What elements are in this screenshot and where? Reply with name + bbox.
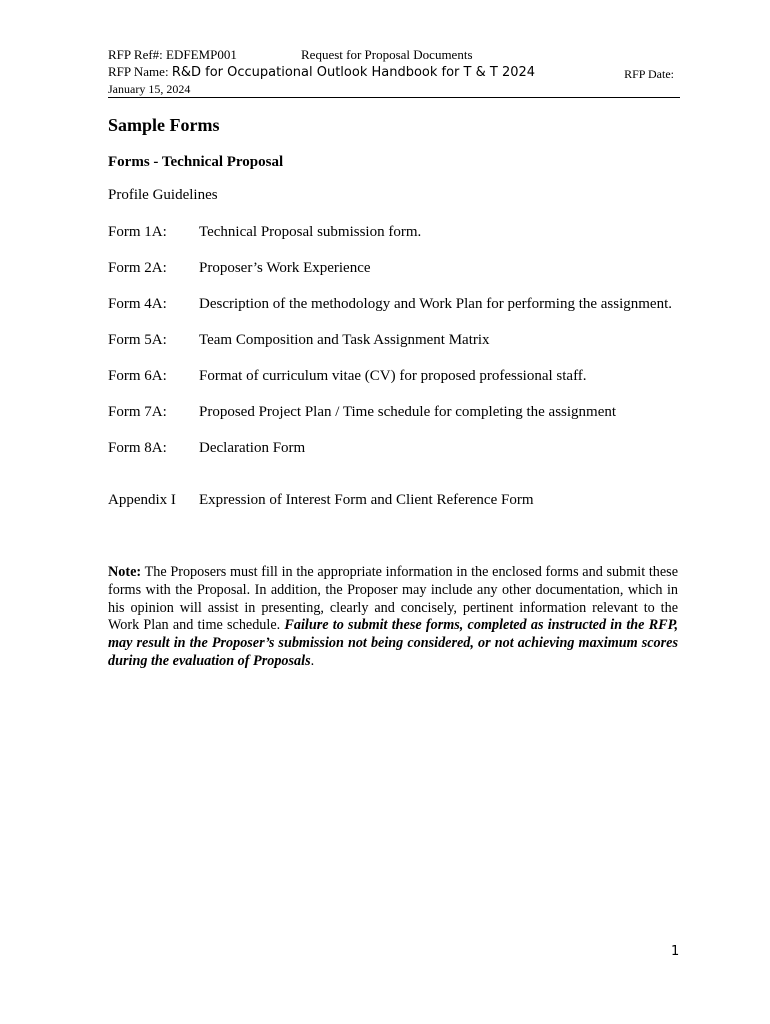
rfp-name-label: RFP Name: <box>108 64 169 79</box>
form-description: Proposed Project Plan / Time schedule for completing the assignment <box>199 404 617 420</box>
note-end: . <box>310 652 315 669</box>
rfp-ref-label: RFP Ref#: <box>108 47 163 62</box>
rfp-ref-value: EDFEMP001 <box>166 47 237 62</box>
subsection-title: Forms - Technical Proposal <box>108 154 284 170</box>
note-body: The Proposers must fill in the appropriate information in the enclosed forms and submit these forms with the Proposal. In addition, the Proposer may include any other documentation, which in his opinion will assist in presenting, clearly and concisely, pertinent information relevant to the Work Plan and time schedule. <box>108 564 678 634</box>
rfp-date-value: January 15, 2024 <box>108 82 191 96</box>
form-row <box>108 438 688 474</box>
form-code: Form 8A: <box>108 440 167 456</box>
form-code: Form 7A: <box>108 404 167 420</box>
rfp-date-label: RFP Date: <box>624 67 674 81</box>
form-row <box>108 294 688 330</box>
header-divider <box>108 97 680 98</box>
appendix-code: Appendix I <box>108 492 176 508</box>
form-description: Team Composition and Task Assignment Matrix <box>199 332 490 348</box>
header-name-line <box>108 64 680 81</box>
form-code: Form 4A: <box>108 296 167 312</box>
page-number: 1 <box>671 944 680 959</box>
form-description: Format of curriculum vitae (CV) for proposed professional staff. <box>199 368 587 384</box>
form-code: Form 5A: <box>108 332 167 348</box>
form-code: Form 6A: <box>108 368 167 384</box>
note-paragraph <box>108 564 678 671</box>
form-row <box>108 258 688 294</box>
form-row <box>108 222 688 258</box>
form-description: Proposer’s Work Experience <box>199 260 371 276</box>
form-row <box>108 366 688 402</box>
document-title: Request for Proposal Documents <box>301 47 473 62</box>
form-description: Description of the methodology and Work Plan for performing the assignment. <box>199 296 673 312</box>
guidelines-label: Profile Guidelines <box>108 187 218 203</box>
form-row <box>108 330 688 366</box>
note-label: Note: <box>108 564 142 580</box>
note-emphasis: Failure to submit these forms, completed as instructed in the RFP, may result in the Proposer’s submission not being considered, or not achieving maximum scores during the evaluation of Proposals <box>108 617 679 669</box>
header-ref-line <box>108 47 473 63</box>
section-title: Sample Forms <box>108 115 220 135</box>
form-code: Form 1A: <box>108 224 167 240</box>
rfp-name-value: R&D for Occupational Outlook Handbook for T & T 2024 <box>171 65 536 80</box>
form-code: Form 2A: <box>108 260 167 276</box>
forms-list <box>108 222 688 474</box>
form-description: Declaration Form <box>199 440 306 456</box>
form-description: Technical Proposal submission form. <box>199 224 422 240</box>
appendix-description: Expression of Interest Form and Client Reference Form <box>199 492 534 508</box>
form-row <box>108 402 688 438</box>
